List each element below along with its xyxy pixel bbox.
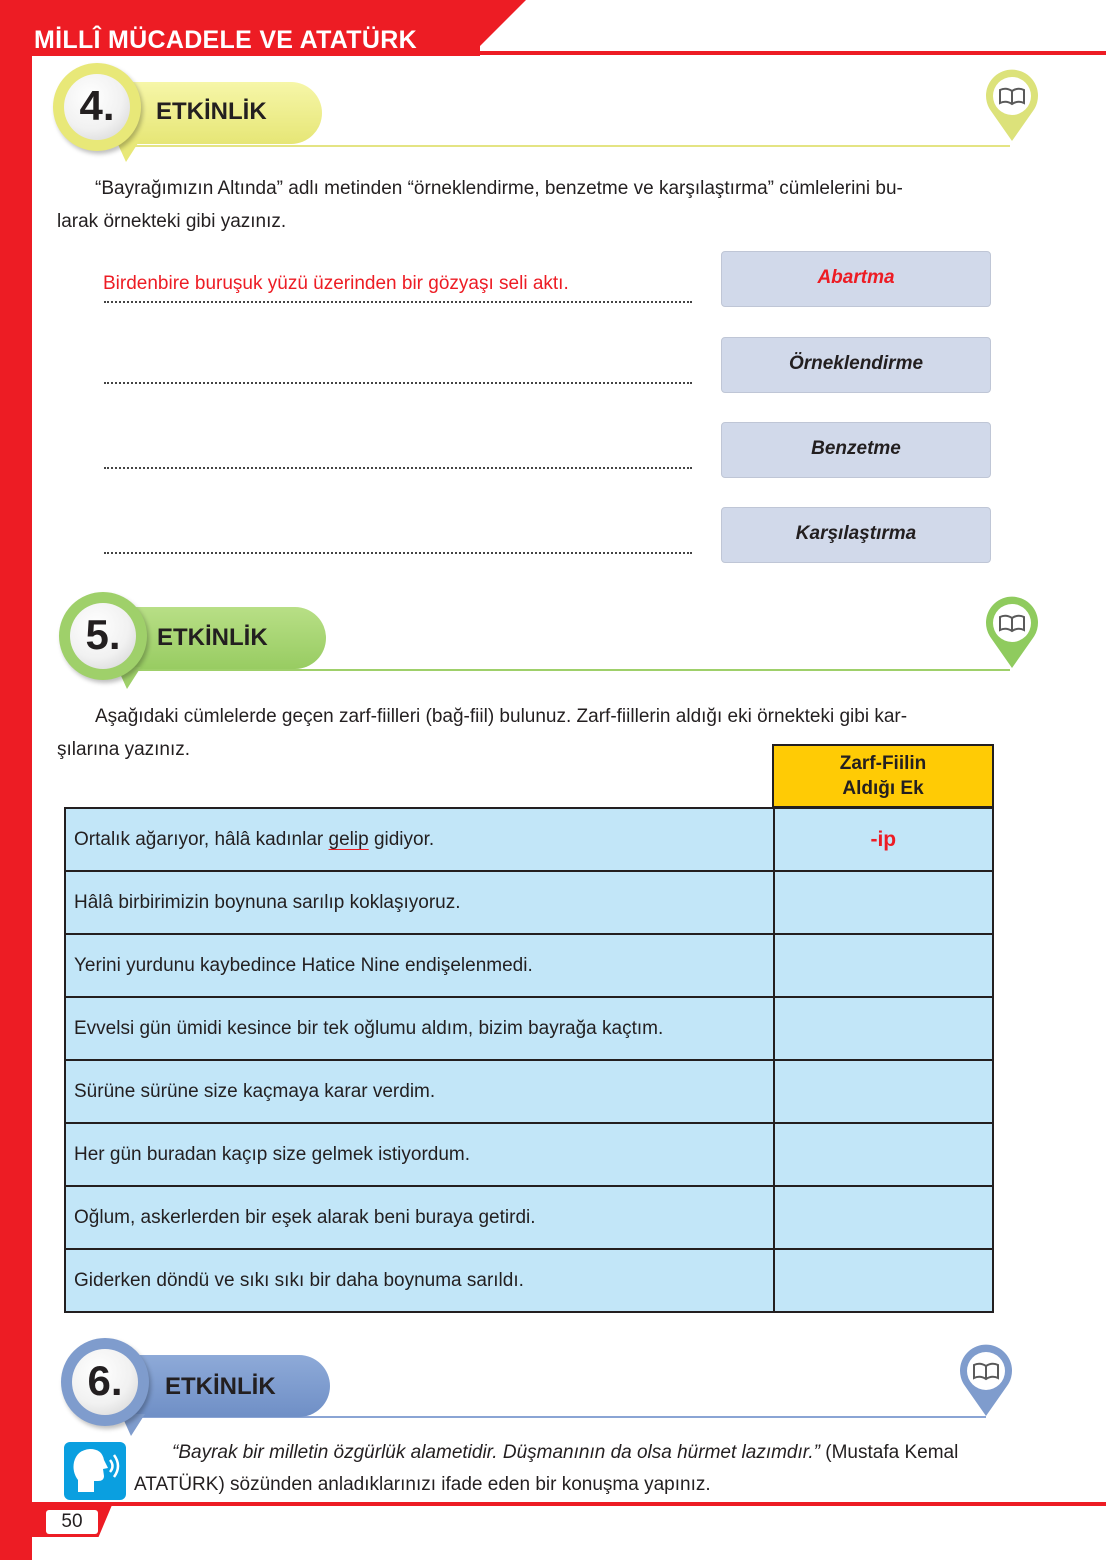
sentence-cell: Hâlâ birbirimizin boynuna sarılıp koklaşıyoruz. [65,871,774,934]
activity-5-instruction: Aşağıdaki cümlelerde geçen zarf-fiilleri (bağ-fiil) bulunuz. Zarf-fiillerin aldığı eki örnekteki gibi kar- şılarına yazınız. [57,706,908,760]
book-icon [981,67,1043,143]
table-column-header: Zarf-Fiilin Aldığı Ek [772,744,994,808]
underlined-word: gelip [328,828,369,850]
activity-4-rule [130,145,1010,147]
left-red-border [0,0,32,1560]
ataturk-quote: “Bayrak bir milletin özgürlük alametidir. Düşmanının da olsa hürmet lazımdır.” [172,1442,820,1463]
tag-benzetme: Benzetme [721,422,991,478]
table-row [65,934,993,997]
table-row [65,1249,993,1312]
sentence-cell: Giderken döndü ve sıkı sıkı bir daha boynuma sarıldı. [65,1249,774,1312]
activity-5-label: ETKİNLİK [157,624,268,651]
answer-line-4[interactable] [104,552,692,554]
answer-cell[interactable] [774,1060,993,1123]
table-row [65,871,993,934]
answer-line-2[interactable] [104,382,692,384]
activity-5-number: 5. [70,603,136,669]
answer-cell[interactable] [774,1123,993,1186]
activity-4-number: 4. [64,74,130,140]
table-row [65,1060,993,1123]
sentence-cell: Sürüne sürüne size kaçmaya karar verdim. [65,1060,774,1123]
page-number: 50 [46,1510,98,1534]
activity-5-rule [130,669,1010,671]
answer-cell[interactable] [774,1186,993,1249]
activity-6-instruction: “Bayrak bir milletin özgürlük alametidir. Düşmanının da olsa hürmet lazımdır.” (Mustafa Kemal ATATÜRK) sözünden anladıklarınızı ifade eden bir konuşma yapınız. [134,1442,959,1495]
tag-abartma: Abartma [721,251,991,307]
zarf-fiil-table [64,807,994,1313]
answer-cell[interactable] [774,934,993,997]
book-icon [981,594,1043,670]
activity-6-label: ETKİNLİK [165,1373,276,1400]
activity-6-number: 6. [72,1349,138,1415]
answer-cell[interactable] [774,871,993,934]
table-row [65,808,993,871]
example-sentence: Birdenbire buruşuk yüzü üzerinden bir gözyaşı seli aktı. [103,273,569,294]
activity-4-badge [53,63,141,151]
activity-4-label: ETKİNLİK [156,98,267,125]
tag-orneklendirme: Örneklendirme [721,337,991,393]
header-band-slant [470,0,526,56]
sentence-cell: Her gün buradan kaçıp size gelmek istiyordum. [65,1123,774,1186]
tag-karsilastirma: Karşılaştırma [721,507,991,563]
table-row [65,997,993,1060]
example-sentence-cell: Ortalık ağarıyor, hâlâ kadınlar gelip gidiyor. [65,808,774,871]
answer-line-3[interactable] [104,467,692,469]
answer-line-1[interactable] [104,301,692,303]
activity-6-badge [61,1338,149,1426]
speaking-head-icon [64,1442,126,1500]
sentence-cell: Yerini yurdunu kaybedince Hatice Nine endişelenmedi. [65,934,774,997]
sentence-cell: Oğlum, askerlerden bir eşek alarak beni buraya getirdi. [65,1186,774,1249]
activity-4-instruction: “Bayrağımızın Altında” adlı metinden “örneklendirme, benzetme ve karşılaştırma” cümlelerini bu- larak örnekteki gibi yazınız. [57,178,903,232]
book-icon [955,1342,1017,1418]
unit-title: MİLLÎ MÜCADELE VE ATATÜRK [34,26,417,54]
answer-cell[interactable] [774,997,993,1060]
activity-5-badge [59,592,147,680]
footer-rule [32,1502,1106,1506]
answer-cell[interactable] [774,1249,993,1312]
sentence-cell: Evvelsi gün ümidi kesince bir tek oğlumu aldım, bizim bayrağa kaçtım. [65,997,774,1060]
header-rule [470,51,1106,55]
example-answer-cell: -ip [774,808,993,871]
table-row [65,1123,993,1186]
table-row [65,1186,993,1249]
